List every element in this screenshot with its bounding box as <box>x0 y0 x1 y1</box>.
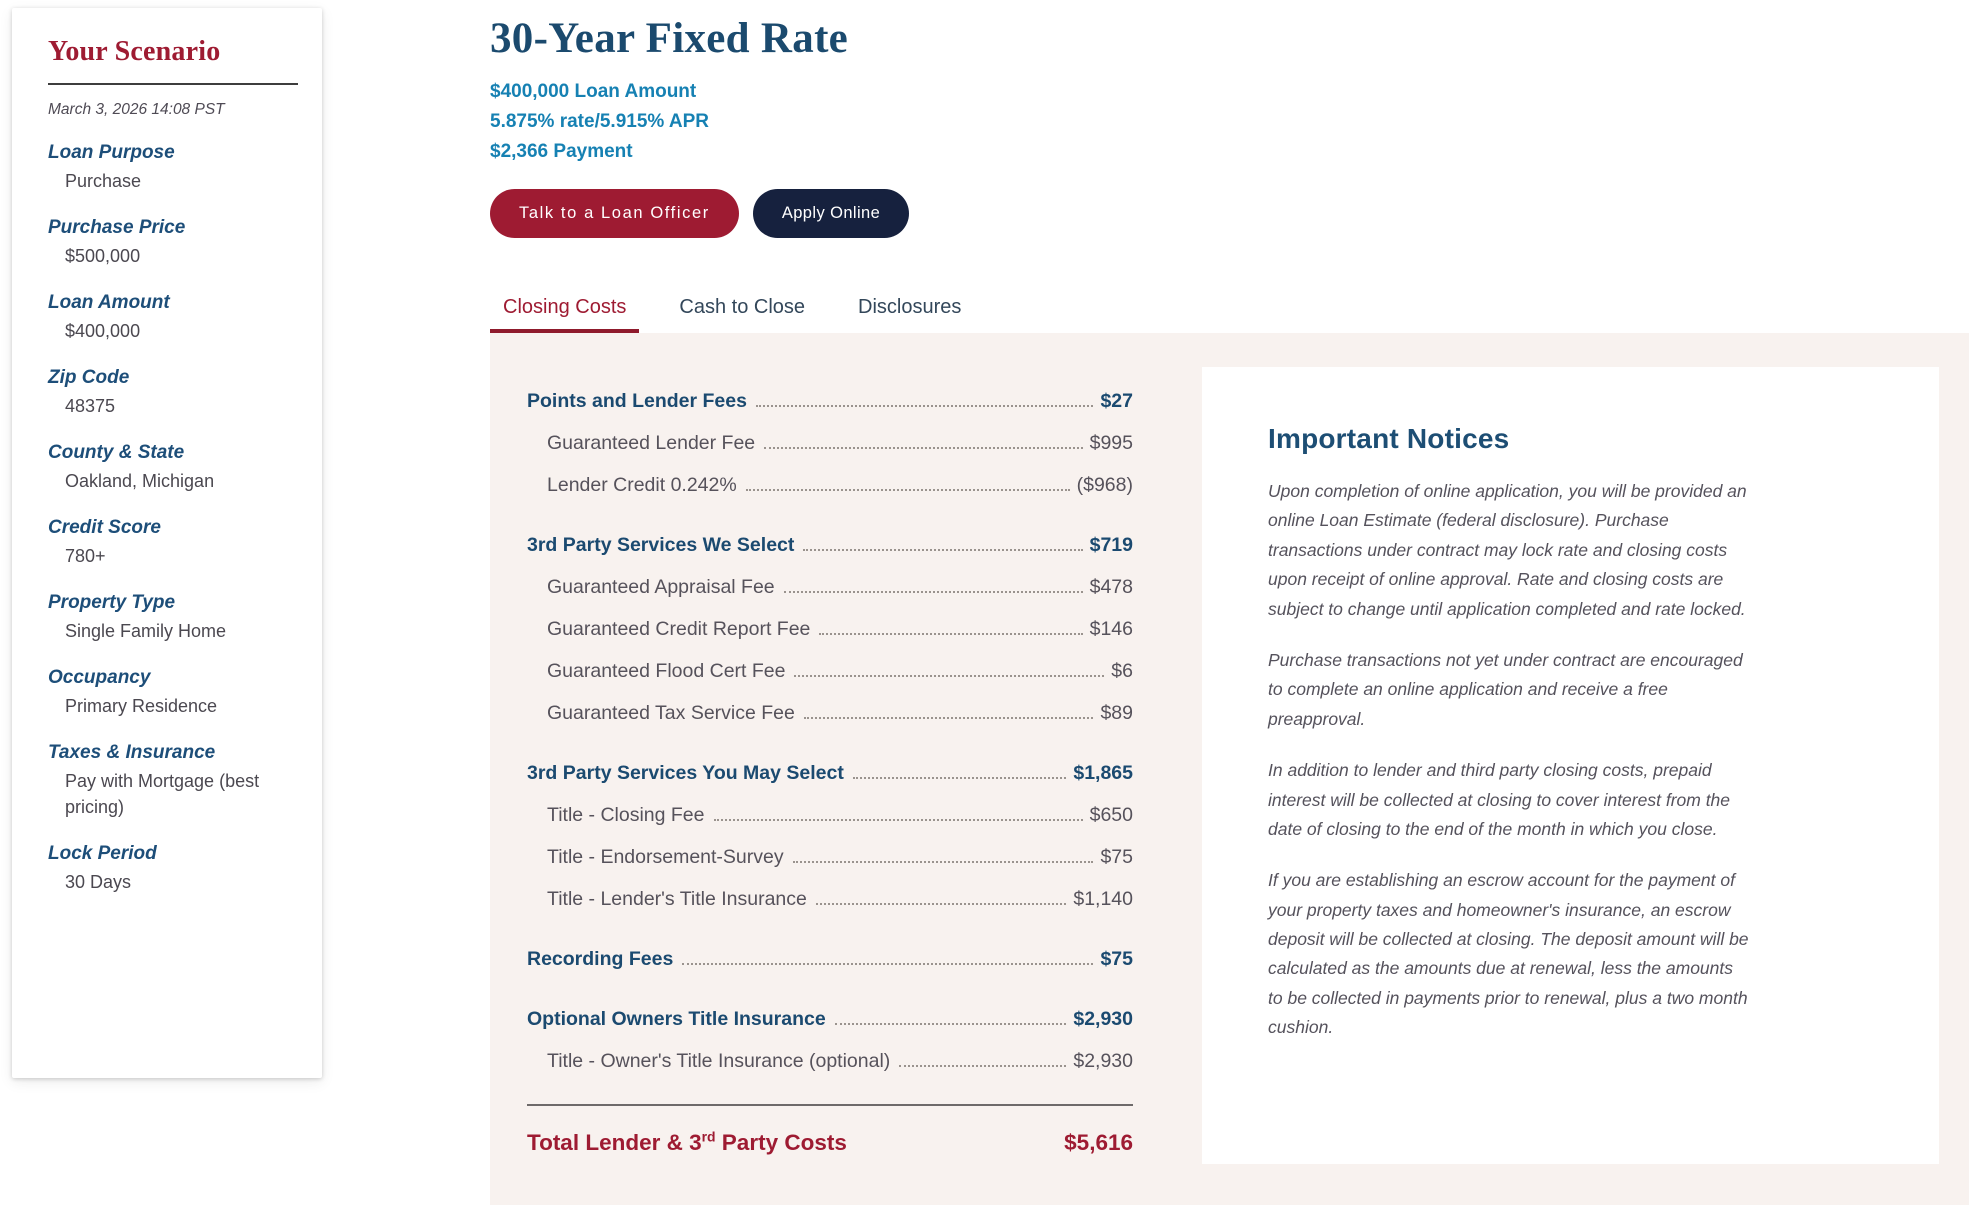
scenario-item <box>48 440 298 494</box>
scenario-item <box>48 740 298 820</box>
fee-group-header-row <box>527 998 1133 1040</box>
dotted-leader <box>764 447 1082 449</box>
fee-group-header-label: 3rd Party Services You May Select <box>527 761 844 784</box>
important-notices-card <box>1202 367 1939 1164</box>
dotted-leader <box>682 963 1093 965</box>
fee-item-row <box>527 422 1133 464</box>
scenario-item-label: Property Type <box>48 592 176 613</box>
fee-group-header-label: Points and Lender Fees <box>527 389 747 412</box>
scenario-item-value: Purchase <box>65 171 142 191</box>
fee-item-row <box>527 650 1133 692</box>
fee-item-row <box>527 878 1133 920</box>
scenario-item-label: Credit Score <box>48 517 161 538</box>
dotted-leader <box>714 819 1083 821</box>
scenario-item <box>48 841 298 895</box>
fee-group-amount: $719 <box>1089 533 1133 556</box>
scenario-item-label: Zip Code <box>48 367 130 388</box>
notices-paragraphs <box>1268 477 1750 1043</box>
scenario-item-label: Occupancy <box>48 667 151 688</box>
scenario-item <box>48 665 298 719</box>
dotted-leader <box>803 549 1082 551</box>
scenario-item-value: 30 Days <box>65 872 132 892</box>
scenario-item <box>48 290 298 344</box>
rate-apr-line: 5.875% rate/5.915% APR <box>490 111 709 133</box>
fee-table <box>527 380 1133 1156</box>
fee-item-row <box>527 692 1133 734</box>
scenario-item <box>48 215 298 269</box>
dotted-leader <box>819 633 1082 635</box>
fee-item-amount: $75 <box>1100 845 1133 868</box>
fee-group-header-row <box>527 524 1133 566</box>
fee-item-amount: $89 <box>1100 701 1133 724</box>
fee-total-divider <box>527 1104 1133 1106</box>
fee-item-row <box>527 566 1133 608</box>
scenario-item <box>48 365 298 419</box>
dotted-leader <box>804 717 1094 719</box>
talk-to-loan-officer-button[interactable]: Talk to a Loan Officer <box>490 189 739 238</box>
fee-total-amount: $5,616 <box>1064 1130 1133 1155</box>
scenario-item <box>48 515 298 569</box>
fee-item-amount: $478 <box>1089 575 1133 598</box>
scenario-item-label: Loan Purpose <box>48 142 175 163</box>
tab-bar <box>490 296 1181 336</box>
notice-paragraph: Upon completion of online application, you will be provided an online Loan Estimate (federal disclosure). Purchase transactions under contract may lock rate and closing costs upon receipt of online approval. Rate and closing costs are subject to change until application completed and rate locked. <box>1268 481 1747 619</box>
scenario-title: Your Scenario <box>48 36 221 67</box>
page-title: 30-Year Fixed Rate <box>490 15 849 62</box>
fee-item-label: Title - Lender's Title Insurance <box>547 887 807 910</box>
fee-item-amount: $146 <box>1089 617 1133 640</box>
tab-disclosures[interactable]: Disclosures <box>845 296 974 335</box>
scenario-item-value: 780+ <box>65 546 106 566</box>
scenario-item-label: County & State <box>48 442 185 463</box>
scenario-divider <box>48 83 298 85</box>
fee-item-amount: $2,930 <box>1073 1049 1133 1072</box>
dotted-leader <box>835 1023 1067 1025</box>
fee-group-amount: $1,865 <box>1073 761 1133 784</box>
dotted-leader <box>784 591 1083 593</box>
fee-group-header-label: Recording Fees <box>527 947 674 970</box>
rate-header <box>490 16 909 238</box>
notice-paragraph: In addition to lender and third party closing costs, prepaid interest will be collected at closing to cover interest from the date of closing to the end of the month in which you close. <box>1268 760 1731 839</box>
scenario-item-value: Single Family Home <box>65 621 227 641</box>
fee-item-label: Guaranteed Lender Fee <box>547 431 756 454</box>
scenario-item-value: $400,000 <box>65 321 141 341</box>
fee-item-label: Title - Owner's Title Insurance (optional) <box>547 1049 891 1072</box>
scenario-item-label: Taxes & Insurance <box>48 742 216 763</box>
fee-group-header-row <box>527 938 1133 980</box>
fee-group <box>527 380 1133 506</box>
fee-item-label: Guaranteed Credit Report Fee <box>547 617 811 640</box>
dotted-leader <box>816 903 1066 905</box>
fee-group <box>527 998 1133 1082</box>
fee-item-row <box>527 608 1133 650</box>
payment-line: $2,366 Payment <box>490 141 633 163</box>
dotted-leader <box>899 1065 1066 1067</box>
tab-cash-to-close[interactable]: Cash to Close <box>666 296 818 335</box>
notices-title: Important Notices <box>1268 423 1510 454</box>
fee-item-label: Guaranteed Flood Cert Fee <box>547 659 786 682</box>
fee-group-header-label: Optional Owners Title Insurance <box>527 1007 826 1030</box>
fee-item-amount: ($968) <box>1076 473 1133 496</box>
fee-group <box>527 524 1133 734</box>
tab-closing-costs[interactable]: Closing Costs <box>490 296 639 335</box>
rate-summary <box>490 77 909 167</box>
scenario-item-label: Purchase Price <box>48 217 186 238</box>
fee-group-header-row <box>527 752 1133 794</box>
fee-item-amount: $995 <box>1089 431 1133 454</box>
dotted-leader <box>746 489 1070 491</box>
scenario-item-value: Primary Residence <box>65 696 218 716</box>
fee-total-section <box>527 1104 1133 1156</box>
dotted-leader <box>794 675 1104 677</box>
apply-online-button[interactable]: Apply Online <box>753 189 909 238</box>
dotted-leader <box>756 405 1093 407</box>
scenario-item-value: Pay with Mortgage (best pricing) <box>65 771 260 817</box>
fee-item-row <box>527 836 1133 878</box>
dotted-leader <box>853 777 1066 779</box>
fee-group <box>527 752 1133 920</box>
fee-item-row <box>527 464 1133 506</box>
closing-costs-panel <box>490 333 1969 1205</box>
fee-group-header-label: 3rd Party Services We Select <box>527 533 795 556</box>
fee-item-amount: $1,140 <box>1073 887 1133 910</box>
scenario-item-label: Loan Amount <box>48 292 170 313</box>
fee-item-row <box>527 1040 1133 1082</box>
scenario-sidebar <box>12 8 322 1078</box>
notice-paragraph: Purchase transactions not yet under contract are encouraged to complete an online application and receive a free preapproval. <box>1268 649 1743 729</box>
fee-group <box>527 938 1133 980</box>
dotted-leader <box>793 861 1094 863</box>
cta-row <box>490 189 909 238</box>
scenario-timestamp: March 3, 2026 14:08 PST <box>48 101 225 118</box>
loan-amount-line: $400,000 Loan Amount <box>490 81 697 103</box>
scenario-list <box>48 140 298 895</box>
scenario-item-value: $500,000 <box>65 246 141 266</box>
notice-paragraph: If you are establishing an escrow account for the payment of your property taxes and homeowner's insurance, an escrow deposit will be collected at closing. The deposit amount will be calculated as the amounts due at renewal, less the amounts to be collected in payments prior to renewal, plus a two month cushion. <box>1268 870 1749 1038</box>
scenario-item <box>48 590 298 644</box>
fee-item-row <box>527 794 1133 836</box>
fee-group-amount: $2,930 <box>1073 1007 1133 1030</box>
fee-item-label: Guaranteed Tax Service Fee <box>547 701 795 724</box>
fee-group-amount: $27 <box>1100 389 1133 412</box>
fee-item-label: Lender Credit 0.242% <box>547 473 737 496</box>
fee-total-label: Total Lender & 3rd Party Costs <box>527 1128 847 1155</box>
fee-item-label: Title - Endorsement-Survey <box>547 845 784 868</box>
fee-group-header-row <box>527 380 1133 422</box>
fee-item-label: Guaranteed Appraisal Fee <box>547 575 775 598</box>
fee-item-amount: $6 <box>1111 659 1133 682</box>
scenario-item-label: Lock Period <box>48 843 157 864</box>
fee-group-amount: $75 <box>1100 947 1133 970</box>
fee-total-row <box>527 1130 1133 1156</box>
scenario-item-value: Oakland, Michigan <box>65 471 215 491</box>
scenario-item <box>48 140 298 194</box>
scenario-item-value: 48375 <box>65 396 116 416</box>
fee-item-label: Title - Closing Fee <box>547 803 705 826</box>
fee-item-amount: $650 <box>1089 803 1133 826</box>
